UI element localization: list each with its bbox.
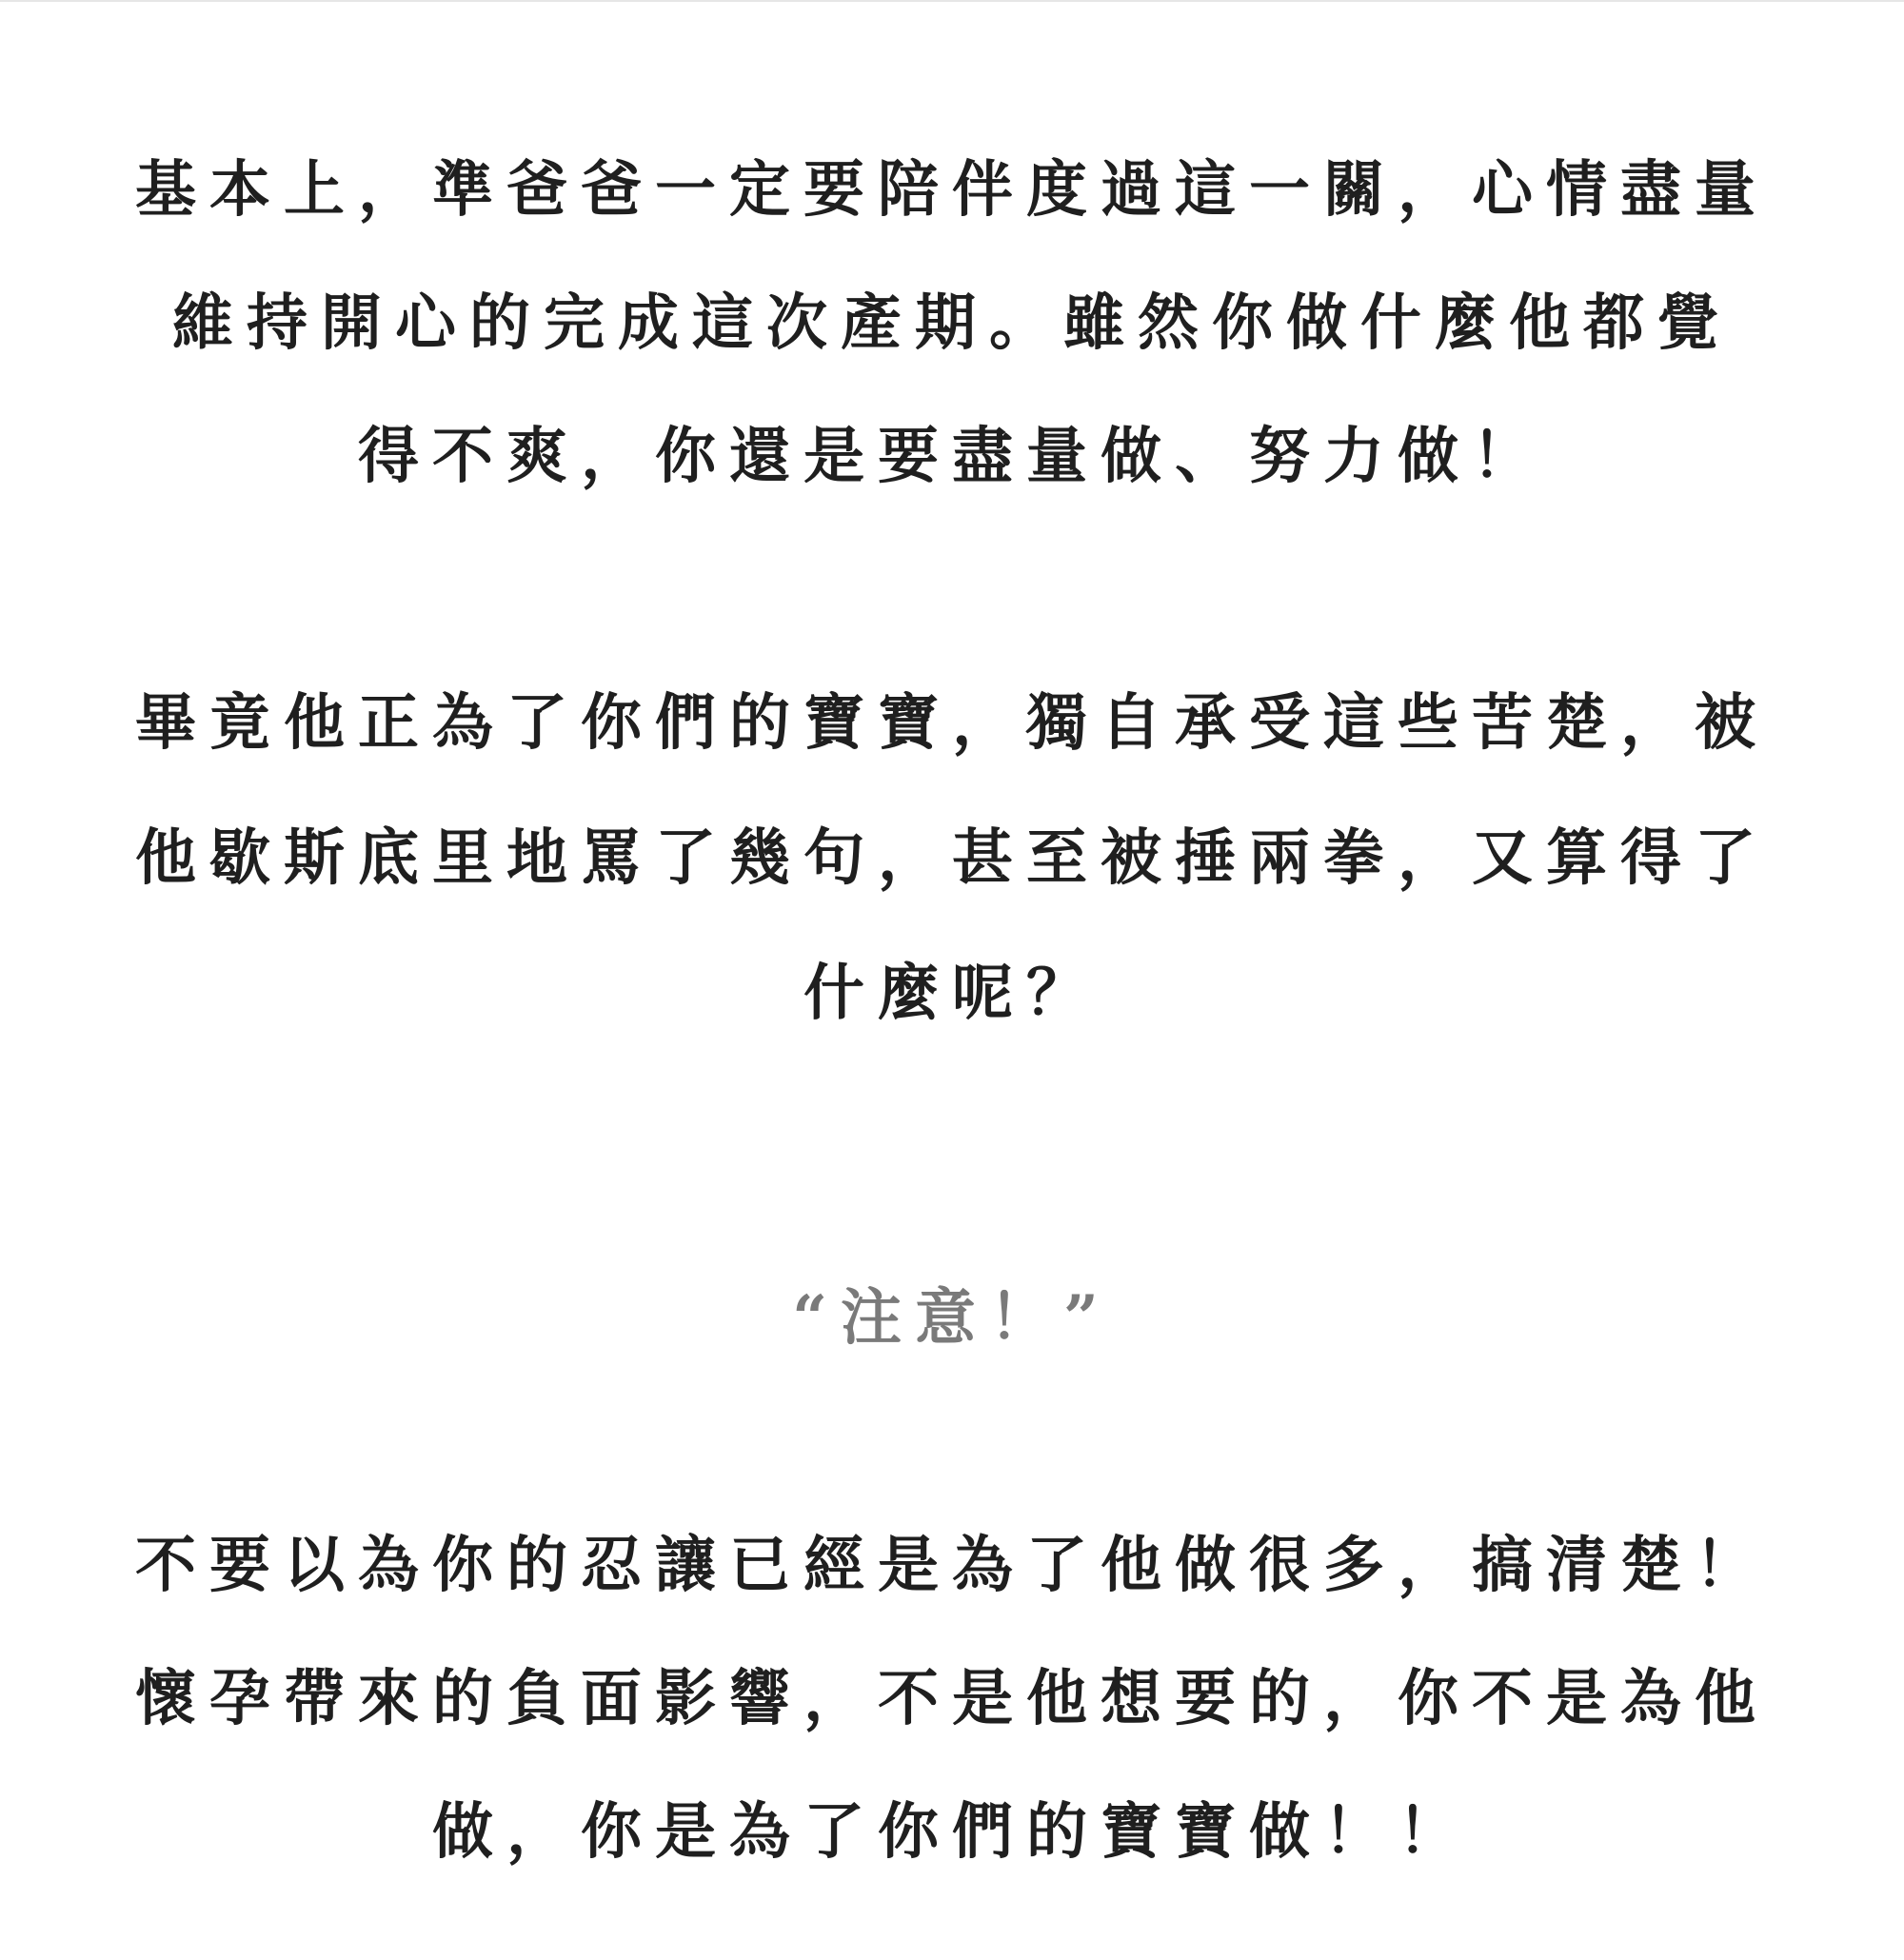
paragraph-3-line-2: 懷孕帶來的負面影響，不是他想要的，你不是為他 (135, 1663, 1769, 1734)
paragraph-3-line-3: 做，你是為了你們的寶寶做！！ (432, 1796, 1472, 1868)
paragraph-2-line-1: 畢竟他正為了你們的寶寶，獨自承受這些苦楚，被 (135, 687, 1769, 759)
paragraph-1-line-3: 得不爽，你還是要盡量做、努力做！ (358, 421, 1546, 492)
paragraph-1-line-2: 維持開心的完成這次產期。雖然你做什麼他都覺 (172, 287, 1732, 359)
paragraph-1-line-1: 基本上，準爸爸一定要陪伴度過這一關，心情盡量 (135, 154, 1769, 226)
paragraph-2-line-3: 什麼呢？ (803, 958, 1101, 1029)
paragraph-2-line-2: 他歇斯底里地罵了幾句，甚至被捶兩拳，又算得了 (135, 822, 1769, 894)
paragraph-3-line-1: 不要以為你的忍讓已經是為了他做很多，搞清楚！ (135, 1530, 1769, 1601)
notice-heading: “注意！” (792, 1282, 1112, 1354)
top-divider (0, 0, 1904, 2)
